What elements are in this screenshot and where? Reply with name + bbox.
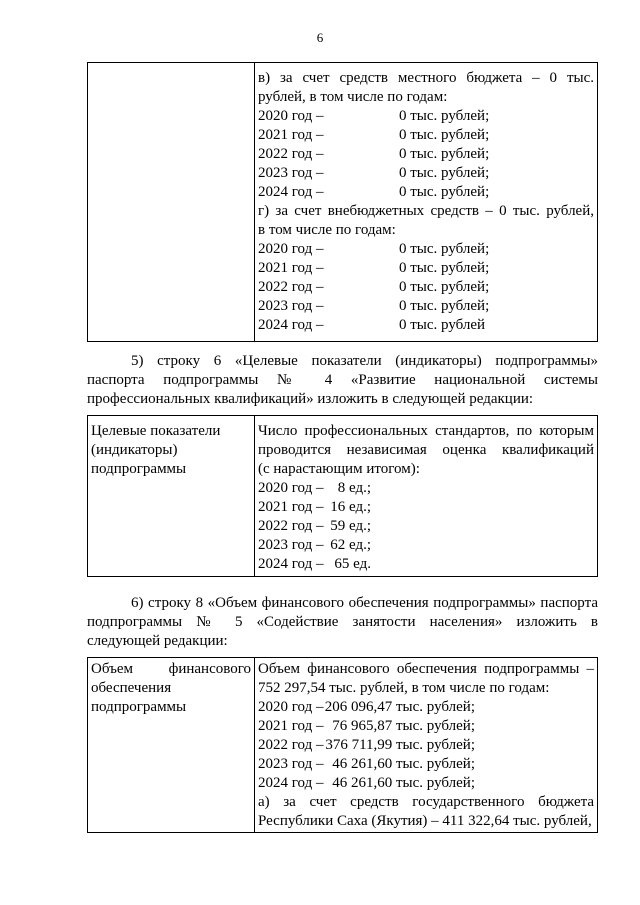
- year-amount: 0 тыс. рублей: [399, 317, 486, 333]
- paragraph-5: [87, 352, 598, 409]
- target-indicators-table: [87, 415, 598, 577]
- year-label: 2021 год –: [258, 718, 324, 734]
- year-label: 2021 год –: [258, 127, 324, 143]
- state-budget-line-2: Республики Саха (Якутия) – 411 322,64 тыс. рублей,: [258, 813, 592, 829]
- paragraph-6-line-2: подпрограммы № 5 «Содействие занятости населения» изложить в: [87, 614, 598, 630]
- label-line: Целевые показатели: [91, 423, 221, 439]
- year-label: 2023 год –: [258, 165, 324, 181]
- table3-label-cell: [88, 658, 255, 833]
- year-amount: 0 тыс. рублей;: [399, 241, 490, 257]
- year-amount: 0 тыс. рублей;: [399, 184, 490, 200]
- paragraph-6: [87, 594, 598, 651]
- table1-label-cell: [88, 63, 255, 342]
- year-amount: 0 тыс. рублей;: [399, 108, 490, 124]
- label-word: Объем: [91, 661, 133, 677]
- local-budget-line-2: рублей, в том числе по годам:: [258, 89, 448, 105]
- extrabudgetary-years: [258, 240, 594, 335]
- indicator-text-line: (с нарастающим итогом):: [258, 461, 420, 477]
- paragraph-5-line-3: профессиональных квалификаций» изложить в следующей редакции:: [87, 391, 534, 407]
- local-budget-line: в) за счет средств местного бюджета – 0 тыс.: [258, 70, 594, 86]
- indicator-text-line: проводится независимая оценка квалификаций: [258, 442, 594, 458]
- paragraph-5-line-1: 5) строку 6 «Целевые показатели (индикаторы) подпрограммы»: [131, 353, 598, 369]
- year-label: 2023 год –: [258, 537, 324, 553]
- year-label: 2024 год –: [258, 184, 324, 200]
- year-amount: 62 ед.;: [330, 537, 371, 553]
- table1-content-cell: [255, 63, 598, 342]
- label-line: подпрограммы: [91, 461, 187, 477]
- extrabudgetary-line: г) за счет внебюджетных средств – 0 тыс. рублей,: [258, 203, 594, 219]
- label-line: обеспечения: [91, 680, 172, 696]
- year-amount: 46 261,60 тыс. рублей;: [332, 756, 475, 772]
- funding-total-line-2: 752 297,54 тыс. рублей, в том числе по годам:: [258, 680, 550, 696]
- year-amount: 46 261,60 тыс. рублей;: [332, 775, 475, 791]
- paragraph-6-line-3: следующей редакции:: [87, 633, 228, 649]
- year-amount: 0 тыс. рублей;: [399, 127, 490, 143]
- year-label: 2021 год –: [258, 499, 324, 515]
- funding-total-line: Объем финансового обеспечения подпрограммы –: [258, 661, 594, 677]
- year-label: 2022 год –: [258, 518, 324, 534]
- year-amount: 0 тыс. рублей;: [399, 298, 490, 314]
- year-amount: 206 096,47 тыс. рублей;: [324, 699, 475, 715]
- year-label: 2023 год –: [258, 756, 324, 772]
- year-amount: 76 965,87 тыс. рублей;: [332, 718, 475, 734]
- year-label: 2022 год –: [258, 279, 324, 295]
- year-amount: 376 711,99 тыс. рублей;: [325, 737, 475, 753]
- year-amount: 0 тыс. рублей;: [399, 146, 490, 162]
- year-amount: 59 ед.;: [330, 518, 371, 534]
- table2-content-cell: [255, 416, 598, 577]
- year-amount: 65 ед.: [334, 556, 371, 572]
- local-budget-years: [258, 107, 594, 202]
- year-amount: 0 тыс. рублей;: [399, 279, 490, 295]
- table3-content-cell: [255, 658, 598, 833]
- year-label: 2021 год –: [258, 260, 324, 276]
- label-line: подпрограммы: [91, 699, 187, 715]
- funding-table-continued: [87, 62, 598, 342]
- label-word: финансового: [168, 661, 251, 677]
- page-number: 6: [316, 30, 324, 45]
- year-label: 2020 год –: [258, 480, 324, 496]
- paragraph-6-line-1: 6) строку 8 «Объем финансового обеспечения подпрограммы» паспорта: [131, 595, 598, 611]
- table2-label-cell: [88, 416, 255, 577]
- year-label: 2022 год –: [258, 737, 324, 753]
- year-label: 2020 год –: [258, 108, 324, 124]
- year-label: 2024 год –: [258, 775, 324, 791]
- year-label: 2022 год –: [258, 146, 324, 162]
- year-label: 2023 год –: [258, 298, 324, 314]
- year-amount: 8 ед.;: [337, 480, 371, 496]
- year-amount: 0 тыс. рублей;: [399, 165, 490, 181]
- year-amount: 16 ед.;: [330, 499, 371, 515]
- year-label: 2020 год –: [258, 699, 324, 715]
- paragraph-5-line-2: паспорта подпрограммы № 4 «Развитие национальной системы: [87, 372, 598, 388]
- year-label: 2024 год –: [258, 317, 324, 333]
- year-amount: 0 тыс. рублей;: [399, 260, 490, 276]
- year-label: 2024 год –: [258, 556, 324, 572]
- indicator-text-line: Число профессиональных стандартов, по которым: [258, 423, 594, 439]
- state-budget-line: а) за счет средств государственного бюджета: [258, 794, 594, 810]
- year-label: 2020 год –: [258, 241, 324, 257]
- label-line: (индикаторы): [91, 442, 178, 458]
- funding-table-subprogram-5: [87, 657, 598, 833]
- extrabudgetary-line-2: в том числе по годам:: [258, 222, 396, 238]
